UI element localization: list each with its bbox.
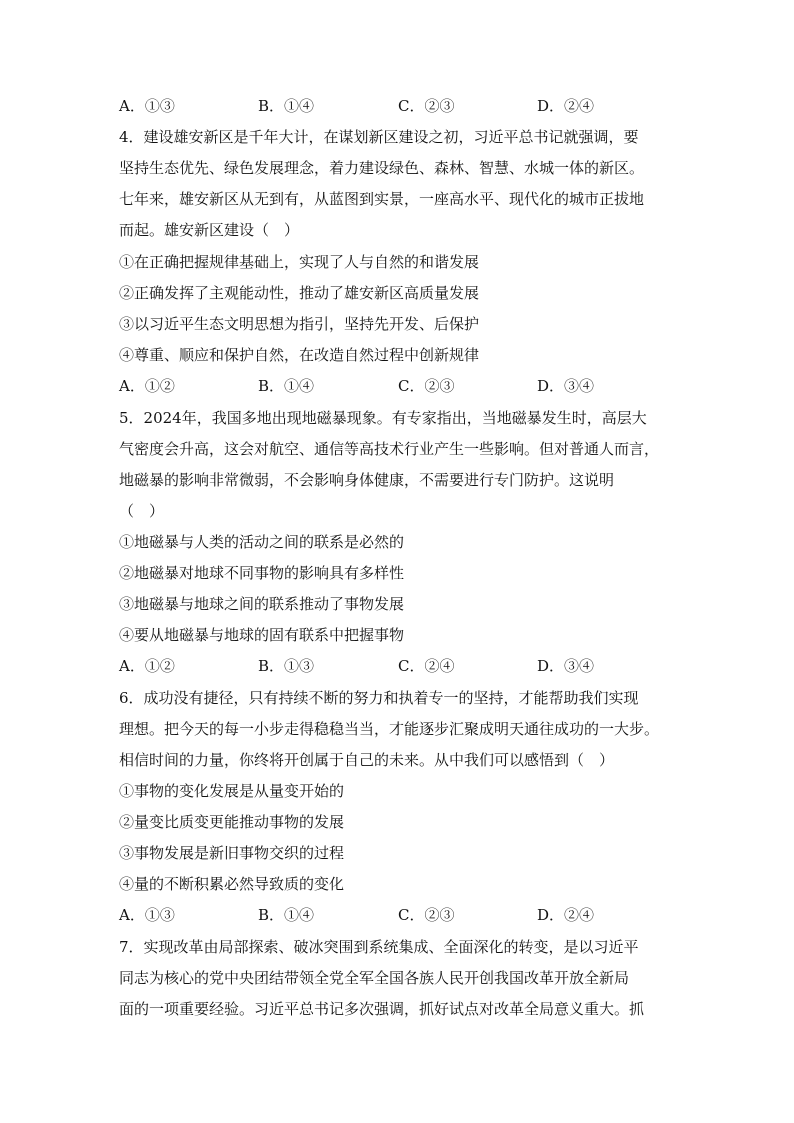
q4-item-2: ②正确发挥了主观能动性，推动了雄安新区高质量发展	[119, 284, 480, 302]
q4-item-1: ①在正确把握规律基础上，实现了人与自然的和谐发展	[119, 253, 480, 271]
q6-option-b[interactable]: B．①④	[258, 906, 315, 924]
q7-stem-line: 面的一项重要经验。习近平总书记多次强调，抓好试点对改革全局意义重大。抓	[119, 1000, 645, 1018]
q5-item-2: ②地磁暴对地球不同事物的影响具有多样性	[119, 564, 405, 582]
q6-stem-line: 相信时间的力量，你终将开创属于自己的未来。从中我们可以感悟到（ ）	[119, 751, 615, 769]
q4-stem-line: 坚持生态优先、绿色发展理念，着力建设绿色、森林、智慧、水城一体的新区。	[119, 159, 645, 177]
q4-option-a[interactable]: A．①②	[119, 377, 175, 395]
q6-options	[119, 905, 679, 925]
q7-stem-line: 同志为核心的党中央团结带领全党全军全国各族人民开创我国改革开放全新局	[119, 969, 630, 987]
q3-option-c[interactable]: C．②③	[398, 97, 455, 115]
q6-stem-line: 6．成功没有捷径，只有持续不断的努力和执着专一的坚持，才能帮助我们实现	[119, 689, 639, 707]
q5-options	[119, 656, 679, 676]
q3-option-b[interactable]: B．①④	[258, 97, 315, 115]
q3-options	[119, 96, 679, 116]
q4-options	[119, 376, 679, 396]
q6-option-c[interactable]: C．②③	[398, 906, 455, 924]
q3-option-d[interactable]: D．②④	[537, 97, 595, 115]
q5-item-3: ③地磁暴与地球之间的联系推动了事物发展	[119, 595, 405, 613]
q3-option-a[interactable]: A．①③	[119, 97, 175, 115]
q4-item-3: ③以习近平生态文明思想为指引，坚持先开发、后保护	[119, 315, 480, 333]
q4-stem-line: 4．建设雄安新区是千年大计，在谋划新区建设之初，习近平总书记就强调，要	[119, 128, 639, 146]
q5-stem-line: 5．2024年，我国多地出现地磁暴现象。有专家指出，当地磁暴发生时，高层大	[119, 409, 647, 427]
q6-item-2: ②量变比质变更能推动事物的发展	[119, 813, 345, 831]
q5-option-a[interactable]: A．①②	[119, 657, 175, 675]
q6-option-a[interactable]: A．①③	[119, 906, 175, 924]
q5-stem-line: （ ）	[119, 502, 165, 520]
q5-stem-line: 气密度会升高，这会对航空、通信等高技术行业产生一些影响。但对普通人而言，	[119, 440, 660, 458]
q5-stem-line: 地磁暴的影响非常微弱，不会影响身体健康，不需要进行专门防护。这说明	[119, 471, 615, 489]
q4-option-b[interactable]: B．①④	[258, 377, 315, 395]
q4-item-4: ④尊重、顺应和保护自然，在改造自然过程中创新规律	[119, 346, 480, 364]
q6-option-d[interactable]: D．②④	[537, 906, 595, 924]
q4-stem-line: 而起。雄安新区建设（ ）	[119, 221, 300, 239]
q5-option-b[interactable]: B．①③	[258, 657, 315, 675]
q6-item-3: ③事物发展是新旧事物交织的过程	[119, 844, 345, 862]
q5-item-4: ④要从地磁暴与地球的固有联系中把握事物	[119, 626, 405, 644]
q4-stem-line: 七年来，雄安新区从无到有，从蓝图到实景，一座高水平、现代化的城市正拔地	[119, 190, 645, 208]
q5-item-1: ①地磁暴与人类的活动之间的联系是必然的	[119, 533, 405, 551]
q7-stem-line: 7．实现改革由局部探索、破冰突围到系统集成、全面深化的转变，是以习近平	[119, 938, 639, 956]
q5-option-c[interactable]: C．②④	[398, 657, 455, 675]
q4-option-c[interactable]: C．②③	[398, 377, 455, 395]
q4-option-d[interactable]: D．③④	[537, 377, 595, 395]
q5-option-d[interactable]: D．③④	[537, 657, 595, 675]
q6-stem-line: 理想。把今天的每一小步走得稳稳当当，才能逐步汇聚成明天通往成功的一大步。	[119, 720, 660, 738]
q6-item-4: ④量的不断积累必然导致质的变化	[119, 875, 345, 893]
q6-item-1: ①事物的变化发展是从量变开始的	[119, 782, 345, 800]
